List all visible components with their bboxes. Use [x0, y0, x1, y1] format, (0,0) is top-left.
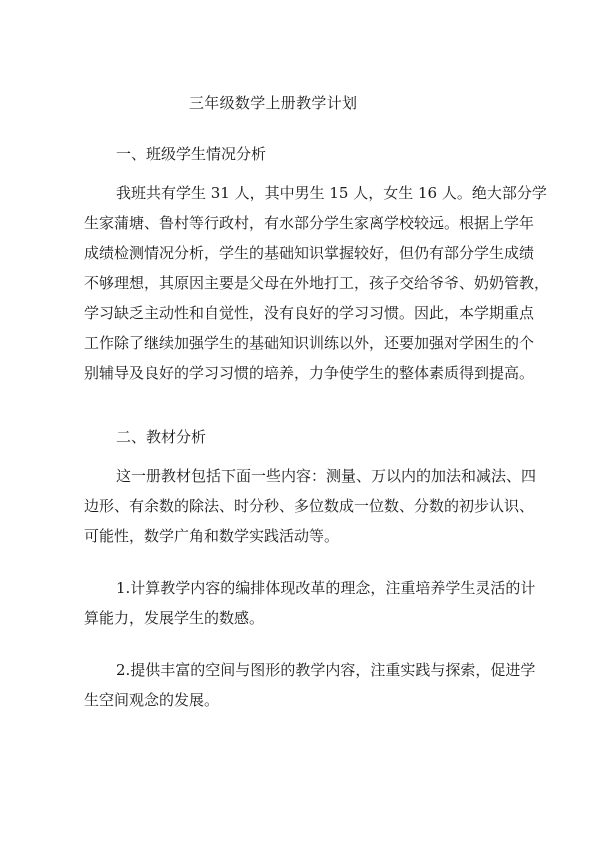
section-heading-textbook-analysis: 二、教材分析	[116, 428, 207, 446]
text-line: 成绩检测情况分析，学生的基础知识掌握较好，但仍有部分学生成绩	[84, 244, 535, 262]
section-heading-class-analysis: 一、班级学生情况分析	[116, 145, 267, 163]
paragraph-point-1	[84, 573, 536, 633]
text-line: 生家蒲塘、鲁村等行政村，有水部分学生家离学校较远。根据上学年	[84, 214, 535, 232]
document-title: 三年级数学上册教学计划	[189, 94, 358, 112]
text-line: 学习缺乏主动性和自觉性，没有良好的学习习惯。因此，本学期重点	[84, 304, 535, 322]
text-line: 工作除了继续加强学生的基础知识训练以外，还要加强对学困生的个	[84, 334, 535, 352]
text-line: 我班共有学生 31 人，其中男生 15 人，女生 16 人。绝大部分学	[116, 184, 547, 202]
text-line: 1.计算教学内容的编排体现改革的理念，注重培养学生灵活的计	[116, 579, 536, 597]
text-line: 生空间观念的发展。	[84, 691, 220, 709]
paragraph-class-analysis	[84, 178, 550, 388]
text-line: 可能性，数学广角和数学实践活动等。	[84, 527, 340, 545]
text-line: 别辅导及良好的学习习惯的培养，力争使学生的整体素质得到提高。	[84, 364, 535, 382]
text-line: 这一册教材包括下面一些内容：测量、万以内的加法和减法、四	[116, 467, 537, 485]
text-line: 2.提供丰富的空间与图形的教学内容，注重实践与探索，促进学	[116, 661, 536, 679]
paragraph-point-2	[84, 655, 536, 715]
text-line: 算能力，发展学生的数感。	[84, 609, 265, 627]
text-line: 边形、有余数的除法、时分秒、多位数成一位数、分数的初步认识、	[84, 497, 535, 515]
text-line: 不够理想，其原因主要是父母在外地打工，孩子交给爷爷、奶奶管教，	[84, 274, 550, 292]
paragraph-textbook-contents	[84, 461, 537, 551]
